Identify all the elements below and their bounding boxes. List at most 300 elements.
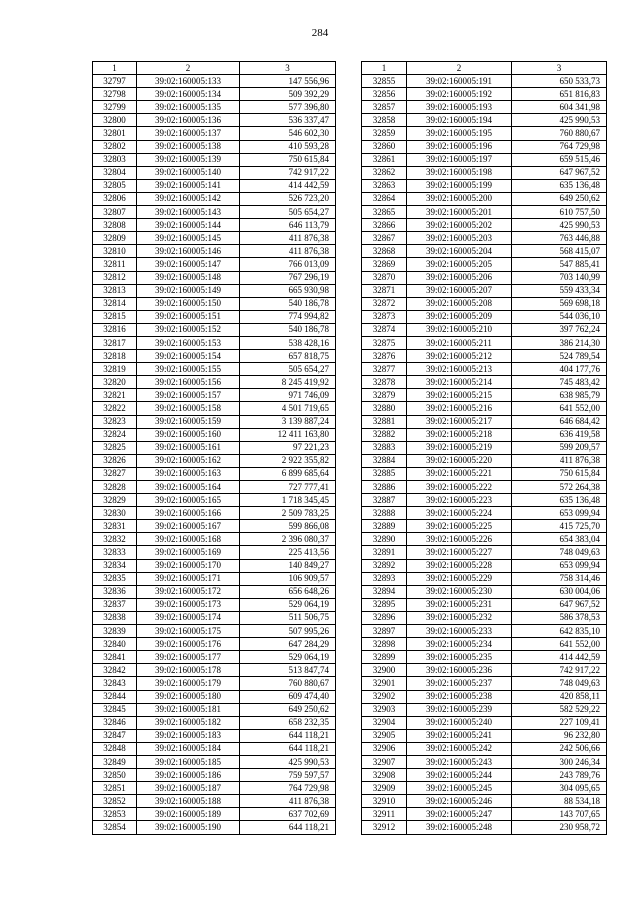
value-cell: 638 985,79 (512, 389, 607, 402)
value-cell: 759 597,57 (240, 769, 336, 782)
row-number-cell: 32855 (362, 75, 407, 88)
value-cell: 758 314,46 (512, 572, 607, 585)
cadastral-number-cell: 39:02:160005:187 (137, 782, 240, 795)
value-cell: 411 876,38 (512, 454, 607, 467)
row-number-cell: 32904 (362, 716, 407, 729)
value-cell: 654 383,04 (512, 533, 607, 546)
row-number-cell: 32825 (93, 441, 137, 454)
cadastral-number-cell: 39:02:160005:152 (137, 323, 240, 336)
row-number-cell: 32877 (362, 363, 407, 376)
row-number-cell: 32860 (362, 140, 407, 153)
table-row (93, 769, 336, 782)
table-row (93, 376, 336, 389)
value-cell: 8 245 419,92 (240, 376, 336, 389)
table-row (93, 245, 336, 258)
table-row (93, 153, 336, 166)
row-number-cell: 32880 (362, 402, 407, 415)
cadastral-number-cell: 39:02:160005:244 (407, 769, 512, 782)
table-row (93, 572, 336, 585)
cadastral-number-cell: 39:02:160005:175 (137, 625, 240, 638)
cadastral-number-cell: 39:02:160005:204 (407, 245, 512, 258)
value-cell: 410 593,28 (240, 140, 336, 153)
cadastral-number-cell: 39:02:160005:184 (137, 742, 240, 755)
cadastral-number-cell: 39:02:160005:238 (407, 690, 512, 703)
row-number-cell: 32883 (362, 441, 407, 454)
table-row (93, 585, 336, 598)
table-row (362, 428, 607, 441)
cadastral-number-cell: 39:02:160005:218 (407, 428, 512, 441)
value-cell: 3 139 887,24 (240, 415, 336, 428)
row-number-cell: 32841 (93, 651, 137, 664)
row-number-cell: 32894 (362, 585, 407, 598)
value-cell: 742 917,22 (240, 166, 336, 179)
table-row (362, 350, 607, 363)
value-cell: 420 858,11 (512, 690, 607, 703)
row-number-cell: 32890 (362, 533, 407, 546)
row-number-cell: 32910 (362, 795, 407, 808)
table-row (93, 546, 336, 559)
cadastral-number-cell: 39:02:160005:230 (407, 585, 512, 598)
cadastral-number-cell: 39:02:160005:233 (407, 625, 512, 638)
value-cell: 568 415,07 (512, 245, 607, 258)
value-cell: 637 702,69 (240, 808, 336, 821)
row-number-cell: 32907 (362, 755, 407, 768)
value-cell: 646 113,79 (240, 219, 336, 232)
row-number-cell: 32886 (362, 481, 407, 494)
table-row (362, 677, 607, 690)
value-cell: 767 296,19 (240, 271, 336, 284)
row-number-cell: 32823 (93, 415, 137, 428)
cadastral-number-cell: 39:02:160005:140 (137, 166, 240, 179)
cadastral-number-cell: 39:02:160005:190 (137, 821, 240, 834)
value-cell: 760 880,67 (240, 677, 336, 690)
row-number-cell: 32835 (93, 572, 137, 585)
table-row (93, 179, 336, 192)
cadastral-number-cell: 39:02:160005:195 (407, 127, 512, 140)
table-row (93, 729, 336, 742)
row-number-cell: 32882 (362, 428, 407, 441)
table-row (93, 533, 336, 546)
value-cell: 404 177,76 (512, 363, 607, 376)
value-cell: 414 442,59 (512, 651, 607, 664)
table-row (362, 651, 607, 664)
cadastral-number-cell: 39:02:160005:208 (407, 297, 512, 310)
cadastral-number-cell: 39:02:160005:216 (407, 402, 512, 415)
value-cell: 425 990,53 (512, 219, 607, 232)
table-row (93, 821, 336, 834)
cadastral-number-cell: 39:02:160005:176 (137, 638, 240, 651)
value-cell: 230 958,72 (512, 821, 607, 834)
row-number-cell: 32808 (93, 219, 137, 232)
value-cell: 650 533,73 (512, 75, 607, 88)
table-row (362, 755, 607, 768)
value-cell: 513 847,74 (240, 664, 336, 677)
row-number-cell: 32854 (93, 821, 137, 834)
value-cell: 411 876,38 (240, 245, 336, 258)
table-row (362, 232, 607, 245)
table-row (93, 651, 336, 664)
table-row (93, 389, 336, 402)
table-row (93, 782, 336, 795)
table-row (93, 140, 336, 153)
table-row (362, 258, 607, 271)
cadastral-number-cell: 39:02:160005:194 (407, 114, 512, 127)
cadastral-number-cell: 39:02:160005:197 (407, 153, 512, 166)
cadastral-table-right (361, 61, 607, 835)
row-number-cell: 32831 (93, 520, 137, 533)
row-number-cell: 32834 (93, 559, 137, 572)
cadastral-number-cell: 39:02:160005:151 (137, 310, 240, 323)
row-number-cell: 32807 (93, 206, 137, 219)
cadastral-number-cell: 39:02:160005:144 (137, 219, 240, 232)
row-number-cell: 32895 (362, 598, 407, 611)
cadastral-number-cell: 39:02:160005:166 (137, 507, 240, 520)
cadastral-number-cell: 39:02:160005:181 (137, 703, 240, 716)
row-number-cell: 32829 (93, 494, 137, 507)
cadastral-number-cell: 39:02:160005:167 (137, 520, 240, 533)
cadastral-number-cell: 39:02:160005:180 (137, 690, 240, 703)
value-cell: 774 994,82 (240, 310, 336, 323)
cadastral-number-cell: 39:02:160005:205 (407, 258, 512, 271)
row-number-cell: 32905 (362, 729, 407, 742)
row-number-cell: 32902 (362, 690, 407, 703)
cadastral-number-cell: 39:02:160005:199 (407, 179, 512, 192)
value-cell: 644 118,21 (240, 821, 336, 834)
row-number-cell: 32810 (93, 245, 137, 258)
cadastral-number-cell: 39:02:160005:201 (407, 206, 512, 219)
cadastral-number-cell: 39:02:160005:234 (407, 638, 512, 651)
row-number-cell: 32876 (362, 350, 407, 363)
table-row (362, 389, 607, 402)
cadastral-number-cell: 39:02:160005:145 (137, 232, 240, 245)
cadastral-number-cell: 39:02:160005:247 (407, 808, 512, 821)
value-cell: 569 698,18 (512, 297, 607, 310)
value-cell: 644 118,21 (240, 729, 336, 742)
table-row (93, 716, 336, 729)
value-cell: 411 876,38 (240, 232, 336, 245)
cadastral-number-cell: 39:02:160005:172 (137, 585, 240, 598)
row-number-cell: 32858 (362, 114, 407, 127)
table-row (93, 638, 336, 651)
table-row (362, 507, 607, 520)
value-cell: 509 392,29 (240, 88, 336, 101)
cadastral-number-cell: 39:02:160005:236 (407, 664, 512, 677)
cadastral-number-cell: 39:02:160005:170 (137, 559, 240, 572)
value-cell: 641 552,00 (512, 638, 607, 651)
value-cell: 604 341,98 (512, 101, 607, 114)
cadastral-number-cell: 39:02:160005:160 (137, 428, 240, 441)
cadastral-number-cell: 39:02:160005:185 (137, 755, 240, 768)
row-number-cell: 32803 (93, 153, 137, 166)
value-cell: 644 118,21 (240, 742, 336, 755)
table-row (362, 625, 607, 638)
row-number-cell: 32842 (93, 664, 137, 677)
value-cell: 526 723,20 (240, 192, 336, 205)
cadastral-number-cell: 39:02:160005:186 (137, 769, 240, 782)
cadastral-number-cell: 39:02:160005:134 (137, 88, 240, 101)
table-row (93, 323, 336, 336)
cadastral-number-cell: 39:02:160005:136 (137, 114, 240, 127)
value-cell: 636 419,58 (512, 428, 607, 441)
row-number-cell: 32847 (93, 729, 137, 742)
value-cell: 742 917,22 (512, 664, 607, 677)
value-cell: 647 967,52 (512, 598, 607, 611)
table-row (93, 428, 336, 441)
cadastral-number-cell: 39:02:160005:168 (137, 533, 240, 546)
table-row (362, 664, 607, 677)
table-row (93, 559, 336, 572)
row-number-cell: 32816 (93, 323, 137, 336)
value-cell: 658 232,35 (240, 716, 336, 729)
table-row (93, 101, 336, 114)
value-cell: 505 654,27 (240, 363, 336, 376)
row-number-cell: 32802 (93, 140, 137, 153)
row-number-cell: 32896 (362, 611, 407, 624)
cadastral-number-cell: 39:02:160005:142 (137, 192, 240, 205)
value-cell: 414 442,59 (240, 179, 336, 192)
value-cell: 750 615,84 (240, 153, 336, 166)
cadastral-number-cell: 39:02:160005:202 (407, 219, 512, 232)
cadastral-number-cell: 39:02:160005:211 (407, 336, 512, 349)
table-row (93, 206, 336, 219)
table-row (93, 166, 336, 179)
row-number-cell: 32839 (93, 625, 137, 638)
table-row (93, 467, 336, 480)
row-number-cell: 32873 (362, 310, 407, 323)
cadastral-number-cell: 39:02:160005:189 (137, 808, 240, 821)
table-row (362, 323, 607, 336)
row-number-cell: 32837 (93, 598, 137, 611)
value-cell: 748 049,63 (512, 546, 607, 559)
row-number-cell: 32844 (93, 690, 137, 703)
value-cell: 147 556,96 (240, 75, 336, 88)
row-number-cell: 32859 (362, 127, 407, 140)
cadastral-number-cell: 39:02:160005:226 (407, 533, 512, 546)
row-number-cell: 32805 (93, 179, 137, 192)
cadastral-number-cell: 39:02:160005:203 (407, 232, 512, 245)
row-number-cell: 32867 (362, 232, 407, 245)
value-cell: 599 866,08 (240, 520, 336, 533)
row-number-cell: 32903 (362, 703, 407, 716)
cadastral-number-cell: 39:02:160005:139 (137, 153, 240, 166)
cadastral-number-cell: 39:02:160005:149 (137, 284, 240, 297)
cadastral-number-cell: 39:02:160005:183 (137, 729, 240, 742)
value-cell: 760 880,67 (512, 127, 607, 140)
cadastral-number-cell: 39:02:160005:155 (137, 363, 240, 376)
table-row (93, 703, 336, 716)
table-row (93, 192, 336, 205)
value-cell: 386 214,30 (512, 336, 607, 349)
table-row (362, 402, 607, 415)
table-row (93, 258, 336, 271)
cadastral-number-cell: 39:02:160005:161 (137, 441, 240, 454)
table-row (362, 559, 607, 572)
cadastral-number-cell: 39:02:160005:241 (407, 729, 512, 742)
table-row (93, 310, 336, 323)
table-row (93, 755, 336, 768)
table-row (362, 638, 607, 651)
row-number-cell: 32817 (93, 336, 137, 349)
row-number-cell: 32845 (93, 703, 137, 716)
row-number-cell: 32868 (362, 245, 407, 258)
value-cell: 651 816,83 (512, 88, 607, 101)
row-number-cell: 32830 (93, 507, 137, 520)
table-row (362, 101, 607, 114)
value-cell: 97 221,23 (240, 441, 336, 454)
cadastral-number-cell: 39:02:160005:188 (137, 795, 240, 808)
row-number-cell: 32851 (93, 782, 137, 795)
value-cell: 538 428,16 (240, 336, 336, 349)
row-number-cell: 32821 (93, 389, 137, 402)
table-row (362, 179, 607, 192)
cadastral-number-cell: 39:02:160005:137 (137, 127, 240, 140)
table-row (93, 441, 336, 454)
table-header-row (93, 62, 336, 75)
value-cell: 536 337,47 (240, 114, 336, 127)
value-cell: 511 506,75 (240, 611, 336, 624)
table-row (362, 795, 607, 808)
value-cell: 140 849,27 (240, 559, 336, 572)
row-number-cell: 32832 (93, 533, 137, 546)
row-number-cell: 32801 (93, 127, 137, 140)
row-number-cell: 32912 (362, 821, 407, 834)
cadastral-number-cell: 39:02:160005:242 (407, 742, 512, 755)
cadastral-number-cell: 39:02:160005:138 (137, 140, 240, 153)
row-number-cell: 32884 (362, 454, 407, 467)
row-number-cell: 32806 (93, 192, 137, 205)
table-row (93, 88, 336, 101)
value-cell: 411 876,38 (240, 795, 336, 808)
cadastral-number-cell: 39:02:160005:179 (137, 677, 240, 690)
table-row (93, 271, 336, 284)
value-cell: 763 446,88 (512, 232, 607, 245)
table-row (362, 703, 607, 716)
row-number-cell: 32874 (362, 323, 407, 336)
value-cell: 143 707,65 (512, 808, 607, 821)
row-number-cell: 32822 (93, 402, 137, 415)
value-cell: 764 729,98 (240, 782, 336, 795)
cadastral-number-cell: 39:02:160005:182 (137, 716, 240, 729)
value-cell: 547 885,41 (512, 258, 607, 271)
value-cell: 665 930,98 (240, 284, 336, 297)
cadastral-number-cell: 39:02:160005:178 (137, 664, 240, 677)
value-cell: 577 396,80 (240, 101, 336, 114)
cadastral-number-cell: 39:02:160005:174 (137, 611, 240, 624)
cadastral-number-cell: 39:02:160005:213 (407, 363, 512, 376)
table-row (362, 782, 607, 795)
row-number-cell: 32869 (362, 258, 407, 271)
row-number-cell: 32891 (362, 546, 407, 559)
row-number-cell: 32846 (93, 716, 137, 729)
row-number-cell: 32885 (362, 467, 407, 480)
value-cell: 750 615,84 (512, 467, 607, 480)
table-row (93, 114, 336, 127)
value-cell: 646 684,42 (512, 415, 607, 428)
row-number-cell: 32820 (93, 376, 137, 389)
table-row (362, 114, 607, 127)
row-number-cell: 32861 (362, 153, 407, 166)
value-cell: 415 725,70 (512, 520, 607, 533)
value-cell: 1 718 345,45 (240, 494, 336, 507)
value-cell: 106 909,57 (240, 572, 336, 585)
table-row (362, 585, 607, 598)
table-row (362, 572, 607, 585)
value-cell: 425 990,53 (512, 114, 607, 127)
row-number-cell: 32863 (362, 179, 407, 192)
row-number-cell: 32853 (93, 808, 137, 821)
row-number-cell: 32843 (93, 677, 137, 690)
table-row (93, 415, 336, 428)
table-row (362, 611, 607, 624)
table-row (93, 284, 336, 297)
table-row (362, 192, 607, 205)
value-cell: 225 413,56 (240, 546, 336, 559)
row-number-cell: 32804 (93, 166, 137, 179)
row-number-cell: 32900 (362, 664, 407, 677)
table-row (93, 808, 336, 821)
row-number-cell: 32870 (362, 271, 407, 284)
table-row (362, 454, 607, 467)
cadastral-number-cell: 39:02:160005:148 (137, 271, 240, 284)
cadastral-number-cell: 39:02:160005:225 (407, 520, 512, 533)
row-number-cell: 32836 (93, 585, 137, 598)
row-number-cell: 32850 (93, 769, 137, 782)
value-cell: 653 099,94 (512, 559, 607, 572)
value-cell: 540 186,78 (240, 323, 336, 336)
table-row (93, 75, 336, 88)
value-cell: 2 922 355,82 (240, 454, 336, 467)
table-row (93, 350, 336, 363)
cadastral-number-cell: 39:02:160005:191 (407, 75, 512, 88)
table-row (362, 598, 607, 611)
cadastral-number-cell: 39:02:160005:143 (137, 206, 240, 219)
table-row (93, 481, 336, 494)
row-number-cell: 32833 (93, 546, 137, 559)
row-number-cell: 32797 (93, 75, 137, 88)
row-number-cell: 32897 (362, 625, 407, 638)
table-row (362, 546, 607, 559)
value-cell: 727 777,41 (240, 481, 336, 494)
cadastral-number-cell: 39:02:160005:243 (407, 755, 512, 768)
value-cell: 766 013,09 (240, 258, 336, 271)
cadastral-number-cell: 39:02:160005:207 (407, 284, 512, 297)
row-number-cell: 32908 (362, 769, 407, 782)
table-row (93, 454, 336, 467)
cadastral-number-cell: 39:02:160005:239 (407, 703, 512, 716)
row-number-cell: 32849 (93, 755, 137, 768)
row-number-cell: 32818 (93, 350, 137, 363)
value-cell: 300 246,34 (512, 755, 607, 768)
cadastral-number-cell: 39:02:160005:163 (137, 467, 240, 480)
row-number-cell: 32901 (362, 677, 407, 690)
value-cell: 304 095,65 (512, 782, 607, 795)
table-row (362, 376, 607, 389)
cadastral-number-cell: 39:02:160005:229 (407, 572, 512, 585)
cadastral-number-cell: 39:02:160005:223 (407, 494, 512, 507)
table-row (362, 769, 607, 782)
table-row (93, 336, 336, 349)
value-cell: 582 529,22 (512, 703, 607, 716)
table-row (362, 481, 607, 494)
table-row (362, 415, 607, 428)
table-row (362, 716, 607, 729)
row-number-cell: 32872 (362, 297, 407, 310)
value-cell: 641 552,00 (512, 402, 607, 415)
row-number-cell: 32871 (362, 284, 407, 297)
cadastral-number-cell: 39:02:160005:206 (407, 271, 512, 284)
value-cell: 242 506,66 (512, 742, 607, 755)
column-header-3: 3 (512, 62, 607, 75)
